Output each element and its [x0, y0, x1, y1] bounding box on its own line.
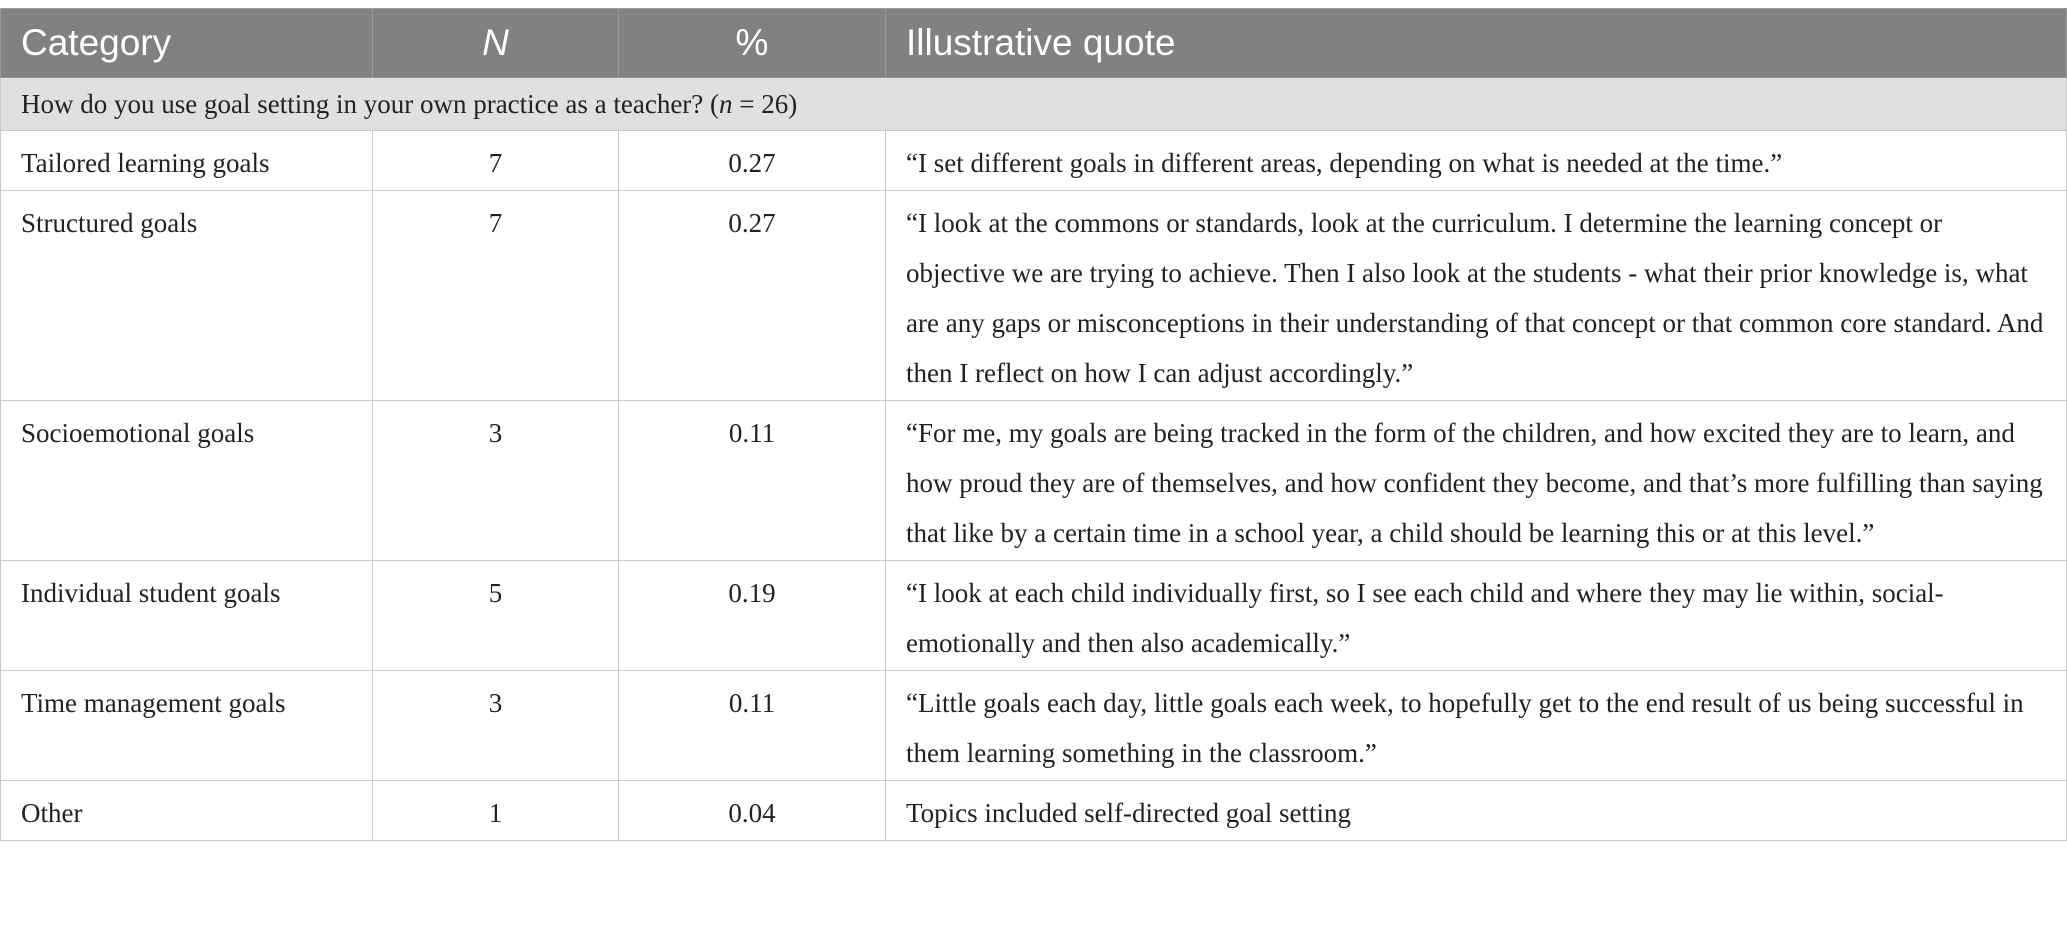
category-cell: Tailored learning goals [1, 131, 373, 191]
category-cell: Time management goals [1, 671, 373, 781]
quote-cell: “For me, my goals are being tracked in the form of the children, and how excited they are to learn, and how proud they are of themselves, and how confident they become, and that’s more fulfilling than saying that like by a certain time in a school year, a child should be learning this or at this level.” [886, 401, 2067, 561]
n-cell: 5 [373, 561, 619, 671]
quote-cell: Topics included self-directed goal setting [886, 781, 2067, 841]
n-cell: 3 [373, 671, 619, 781]
header-row [1, 9, 2067, 78]
section-n-symbol: n [719, 89, 733, 119]
header-quote: Illustrative quote [886, 9, 2067, 78]
table-row [1, 561, 2067, 671]
section-n-value: = 26) [732, 89, 798, 119]
percent-cell: 0.11 [619, 401, 886, 561]
table-row [1, 131, 2067, 191]
n-cell: 7 [373, 191, 619, 401]
category-cell: Other [1, 781, 373, 841]
category-cell: Structured goals [1, 191, 373, 401]
n-cell: 3 [373, 401, 619, 561]
percent-cell: 0.27 [619, 131, 886, 191]
quote-cell: “Little goals each day, little goals each week, to hopefully get to the end result of us being successful in them learning something in the classroom.” [886, 671, 2067, 781]
table-header [1, 9, 2067, 78]
table-row [1, 401, 2067, 561]
results-table [0, 8, 2067, 841]
header-percent: % [619, 9, 886, 78]
percent-cell: 0.19 [619, 561, 886, 671]
percent-cell: 0.04 [619, 781, 886, 841]
table-row [1, 671, 2067, 781]
quote-cell: “I look at each child individually first, so I see each child and where they may lie within, social-emotionally and then also academically.” [886, 561, 2067, 671]
category-cell: Socioemotional goals [1, 401, 373, 561]
n-cell: 7 [373, 131, 619, 191]
table-row [1, 191, 2067, 401]
table-body [1, 78, 2067, 841]
header-n: N [373, 9, 619, 78]
percent-cell: 0.27 [619, 191, 886, 401]
quote-cell: “I look at the commons or standards, look at the curriculum. I determine the learning concept or objective we are trying to achieve. Then I also look at the students - what their prior knowledge is, what are any gaps or misconceptions in their understanding of that concept or that common core standard. And then I reflect on how I can adjust accordingly.” [886, 191, 2067, 401]
section-question-text: How do you use goal setting in your own practice as a teacher? ( [21, 89, 720, 119]
section-row [1, 78, 2067, 131]
percent-cell: 0.11 [619, 671, 886, 781]
quote-cell: “I set different goals in different areas, depending on what is needed at the time.” [886, 131, 2067, 191]
category-cell: Individual student goals [1, 561, 373, 671]
table-row [1, 781, 2067, 841]
section-question [1, 78, 2067, 131]
n-cell: 1 [373, 781, 619, 841]
header-category: Category [1, 9, 373, 78]
